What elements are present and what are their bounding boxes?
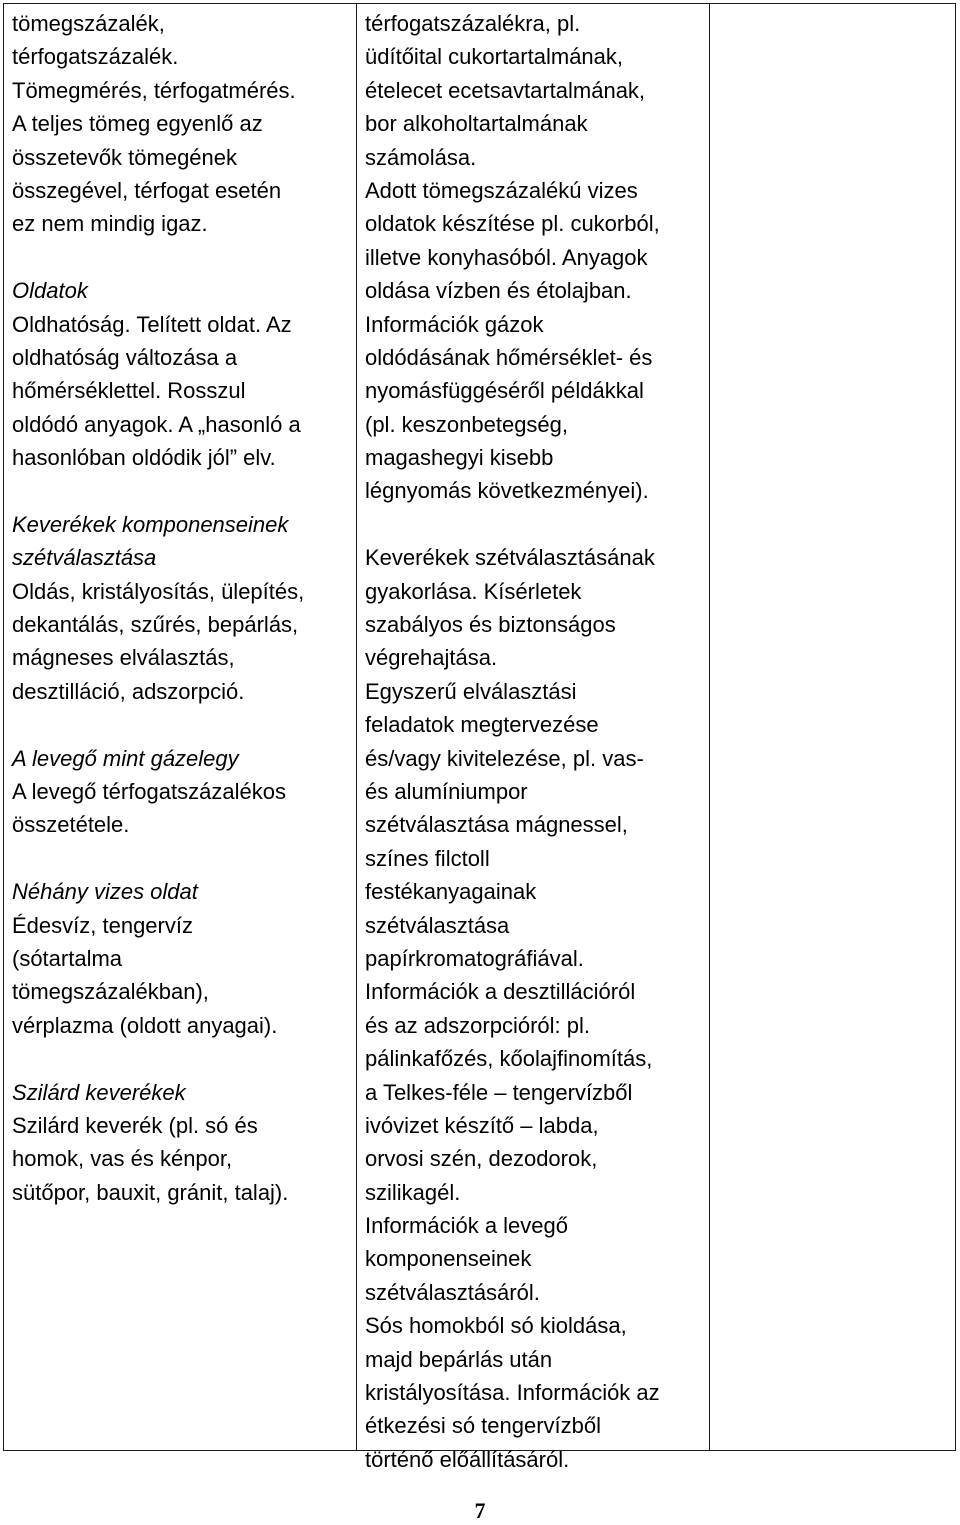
- text-line: magashegyi kisebb: [365, 445, 554, 471]
- text-line: bor alkoholtartalmának: [365, 111, 588, 137]
- text-line: összetétele.: [12, 812, 130, 838]
- text-line: Egyszerű elválasztási: [365, 678, 577, 704]
- text-line: összetevők tömegének: [12, 144, 238, 170]
- activities-column: [356, 4, 709, 1472]
- text-line: komponenseinek: [365, 1246, 532, 1272]
- empty-column: [709, 4, 955, 1450]
- spacer: [12, 708, 352, 741]
- text-line: Információk gázok: [365, 311, 544, 337]
- text-line: történő előállításáról.: [365, 1446, 570, 1472]
- text-line: hőmérséklettel. Rosszul: [12, 378, 246, 404]
- keverekek-block: [12, 508, 352, 708]
- text-line: üdítőital cukortartalmának,: [365, 44, 624, 70]
- text-line: Információk a levegő: [365, 1213, 568, 1239]
- text-line: majd bepárlás után: [365, 1346, 553, 1372]
- text-line: oldhatóság változása a: [12, 344, 238, 370]
- section-heading: Szilárd keverékek: [12, 1079, 186, 1105]
- spacer: [12, 241, 352, 274]
- text-line: tömegszázalékban),: [12, 979, 209, 1005]
- text-line: szilikagél.: [365, 1179, 461, 1205]
- text-line: tömegszázalék,: [12, 11, 165, 36]
- text-line: szétválasztásáról.: [365, 1279, 540, 1305]
- text-line: légnyomás következményei).: [365, 478, 649, 504]
- text-line: és az adszorpcióról: pl.: [365, 1012, 590, 1038]
- text-line: Édesvíz, tengervíz: [12, 912, 193, 938]
- text-line: Oldás, kristályosítás, ülepítés,: [12, 578, 305, 604]
- text-line: ételecet ecetsavtartalmának,: [365, 77, 646, 103]
- text-line: és alumíniumpor: [365, 778, 528, 804]
- text-line: dekantálás, szűrés, bepárlás,: [12, 612, 299, 638]
- text-line: pálinkafőzés, kőolajfinomítás,: [365, 1046, 653, 1072]
- text-line: hasonlóban oldódik jól” elv.: [12, 445, 276, 471]
- text-line: papírkromatográfiával.: [365, 945, 584, 971]
- oldatok-block: [12, 274, 352, 474]
- text-line: Tömegmérés, térfogatmérés.: [12, 77, 296, 103]
- text-line: Adott tömegszázalékú vizes: [365, 177, 638, 203]
- text-line: a Telkes-féle – tengervízből: [365, 1079, 633, 1105]
- text-line: oldása vízben és étolajban.: [365, 278, 632, 304]
- text-line: nyomásfüggéséről példákkal: [365, 378, 644, 404]
- text-line: térfogatszázalék.: [12, 44, 179, 70]
- vizes-oldat-block: [12, 875, 352, 1042]
- section-heading: Keverékek komponenseinek: [12, 511, 289, 537]
- text-line: Sós homokból só kioldása,: [365, 1313, 627, 1339]
- text-line: oldatok készítése pl. cukorból,: [365, 211, 660, 237]
- text-line: színes filctoll: [365, 845, 490, 871]
- text-line: oldódó anyagok. A „hasonló a: [12, 411, 301, 437]
- text-line: feladatok megtervezése: [365, 712, 599, 738]
- spacer: [12, 1042, 352, 1075]
- spacer: [12, 474, 352, 507]
- text-line: (pl. keszonbetegség,: [365, 411, 569, 437]
- text-line: desztilláció, adszorpció.: [12, 678, 245, 704]
- text-line: gyakorlása. Kísérletek: [365, 578, 582, 604]
- spacer: [365, 508, 705, 541]
- section-heading: A levegő mint gázelegy: [12, 745, 239, 771]
- activities-block-2: [365, 541, 705, 1476]
- text-line: mágneses elválasztás,: [12, 645, 235, 671]
- text-line: szétválasztása mágnessel,: [365, 812, 628, 838]
- text-line: Oldhatóság. Telített oldat. Az: [12, 311, 292, 337]
- text-line: Keverékek szétválasztásának: [365, 545, 655, 571]
- levego-block: [12, 742, 352, 842]
- text-line: és/vagy kivitelezése, pl. vas-: [365, 745, 644, 771]
- text-line: illetve konyhasóból. Anyagok: [365, 244, 648, 270]
- spacer: [12, 842, 352, 875]
- text-line: (sótartalma: [12, 945, 123, 971]
- text-line: A teljes tömeg egyenlő az: [12, 111, 263, 137]
- text-line: sütőpor, bauxit, gránit, talaj).: [12, 1179, 289, 1205]
- intro-block: [12, 7, 352, 241]
- text-line: Szilárd keverék (pl. só és: [12, 1112, 258, 1138]
- section-heading: szétválasztása: [12, 545, 157, 571]
- section-heading: Oldatok: [12, 278, 88, 304]
- text-line: szabályos és biztonságos: [365, 612, 616, 638]
- text-line: festékanyagainak: [365, 879, 537, 905]
- text-line: szétválasztása: [365, 912, 510, 938]
- text-line: kristályosítása. Információk az: [365, 1380, 660, 1406]
- text-line: ez nem mindig igaz.: [12, 211, 208, 237]
- text-line: Információk a desztillációról: [365, 979, 636, 1005]
- text-line: étkezési só tengervízből: [365, 1413, 602, 1439]
- text-line: orvosi szén, dezodorok,: [365, 1146, 598, 1172]
- szilard-block: [12, 1076, 352, 1210]
- text-line: vérplazma (oldott anyagai).: [12, 1012, 278, 1038]
- text-line: térfogatszázalékra, pl.: [365, 11, 581, 36]
- text-line: számolása.: [365, 144, 477, 170]
- text-line: ivóvizet készítő – labda,: [365, 1112, 599, 1138]
- text-line: végrehajtása.: [365, 645, 498, 671]
- text-line: összegével, térfogat esetén: [12, 177, 282, 203]
- activities-block-1: [365, 7, 705, 508]
- section-heading: Néhány vizes oldat: [12, 879, 198, 905]
- text-line: oldódásának hőmérséklet- és: [365, 344, 653, 370]
- text-line: homok, vas és kénpor,: [12, 1146, 233, 1172]
- content-column: [4, 4, 356, 1450]
- curriculum-table: [3, 3, 956, 1472]
- page-number: 7: [474, 1498, 486, 1523]
- text-line: A levegő térfogatszázalékos: [12, 778, 286, 804]
